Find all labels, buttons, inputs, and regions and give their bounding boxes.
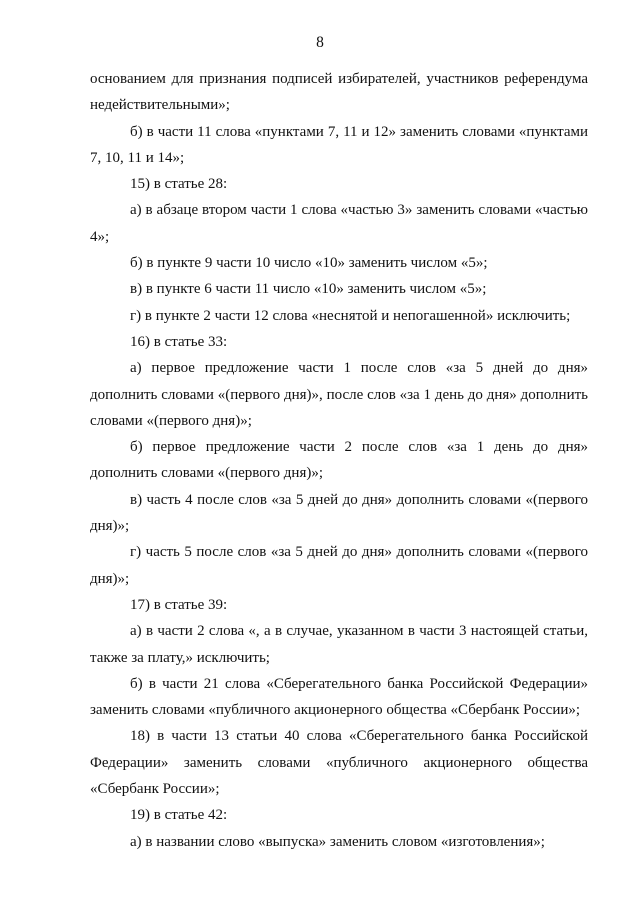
paragraph-item-16g: г) часть 5 после слов «за 5 дней до дня» дополнить словами «(первого дня)»; xyxy=(90,544,588,587)
paragraph-item-16v: в) часть 4 после слов «за 5 дней до дня» дополнить словами «(первого дня)»; xyxy=(90,491,588,535)
paragraph-item-15a: а) в абзаце втором части 1 слова «частью 3» заменить словами «частью 4»; xyxy=(90,202,588,245)
paragraph-item-16b: б) первое предложение части 2 после слов «за 1 день до дня» дополнить словами «(первого дня)»; xyxy=(90,439,588,482)
paragraph-item-18: 18) в части 13 статьи 40 слова «Сберегательного банка Российской Федерации» заменить словами «публичного акционерного общества «Сбербанк России»; xyxy=(90,728,588,798)
paragraph-item-15v: в) в пункте 6 части 11 число «10» заменить числом «5»; xyxy=(130,281,487,298)
paragraph-item-16a: а) первое предложение части 1 после слов «за 5 дней до дня» дополнить словами «(первого дня)», после слов «за 1 день до дня» дополнить словами «(первого дня)»; xyxy=(90,360,588,429)
paragraph-item-b-part-11: б) в части 11 слова «пунктами 7, 11 и 12» заменить словами «пунктами 7, 10, 11 и 14»; xyxy=(90,123,588,166)
paragraph-item-15b: б) в пункте 9 части 10 число «10» заменить числом «5»; xyxy=(130,255,488,272)
paragraph-item-17: 17) в статье 39: xyxy=(130,596,228,613)
paragraph-continuation: основанием для признания подписей избирателей, участников референдума недействительными»; xyxy=(90,71,588,114)
paragraph-item-15g: г) в пункте 2 части 12 слова «неснятой и непогашенной» исключить; xyxy=(130,307,571,324)
document-body xyxy=(90,66,588,855)
paragraph-item-19a: а) в названии слово «выпуска» заменить словом «изготовления»; xyxy=(130,833,545,850)
paragraph-item-17b: б) в части 21 слова «Сберегательного банка Российской Федерации» заменить словами «публичного акционерного общества «Сбербанк России»; xyxy=(90,675,588,719)
page-number: 8 xyxy=(316,34,324,51)
paragraph-item-17a: а) в части 2 слова «, а в случае, указанном в части 3 настоящей статьи, также за плату,» исключить; xyxy=(90,623,588,666)
paragraph-item-19: 19) в статье 42: xyxy=(130,807,228,824)
paragraph-item-15: 15) в статье 28: xyxy=(130,176,228,193)
paragraph-item-16: 16) в статье 33: xyxy=(130,333,228,350)
